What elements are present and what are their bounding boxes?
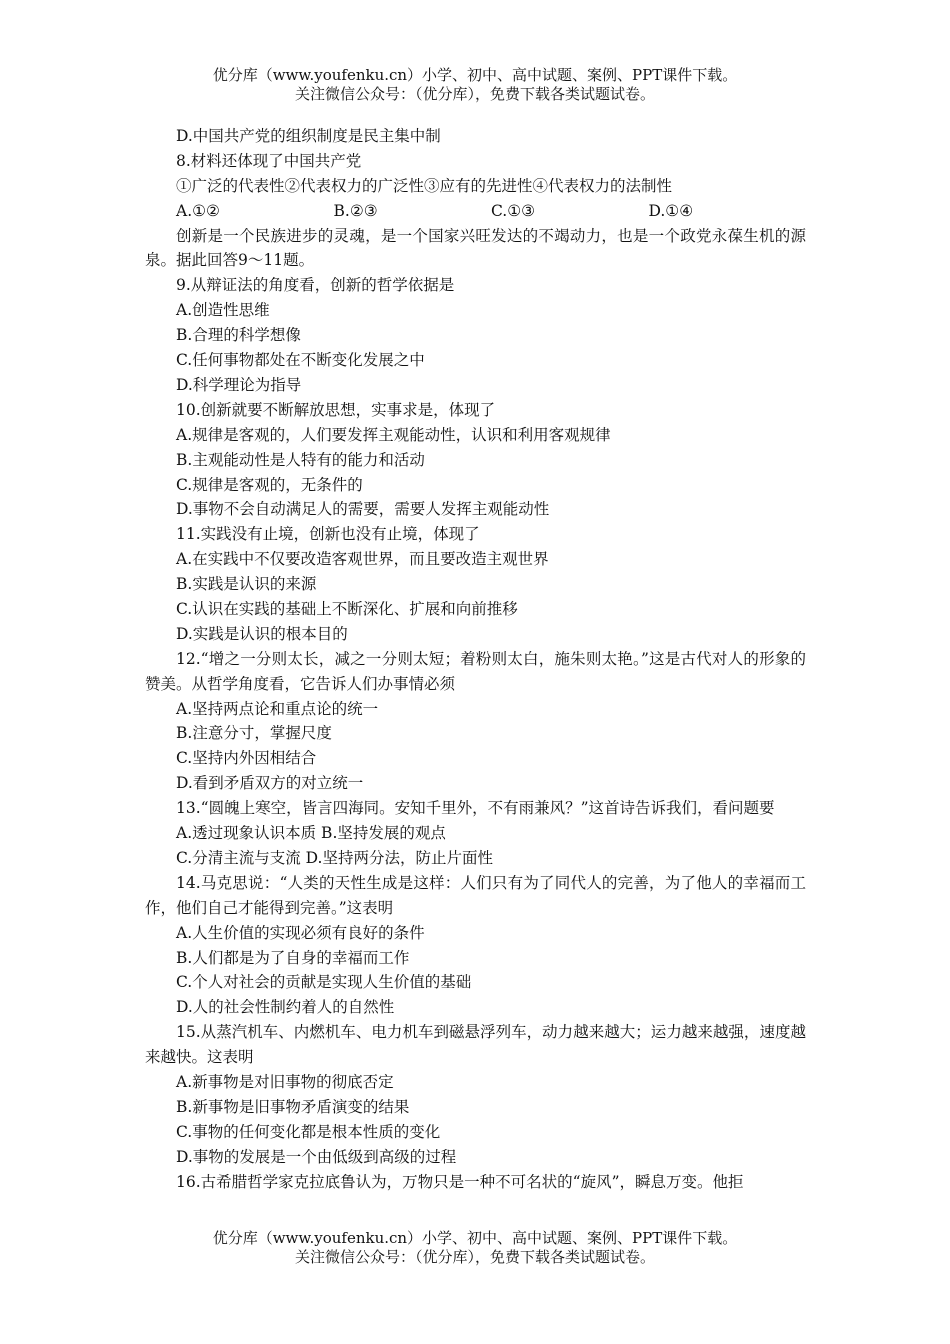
q16-stem: 16.古希腊哲学家克拉底鲁认为，万物只是一种不可名状的“旋风”，瞬息万变。他拒 — [176, 1172, 744, 1191]
page-footer — [0, 1229, 950, 1267]
q12-stem: 12.“增之一分则太长，减之一分则太短；着粉则太白，施朱则太艳。”这是古代对人的形象的赞美。从哲学角度看，它告诉人们办事情必须 — [145, 649, 806, 693]
q15-option-a: A.新事物是对旧事物的彻底否定 — [176, 1072, 394, 1091]
q11-stem: 11.实践没有止境，创新也没有止境，体现了 — [176, 525, 480, 544]
footer-line-2: 关注微信公众号：（优分库），免费下载各类试题试卷。 — [294, 1248, 655, 1266]
q12-option-d: D.看到矛盾双方的对立统一 — [176, 774, 364, 793]
q15-option-b: B.新事物是旧事物矛盾演变的结果 — [176, 1097, 410, 1116]
q12-option-b: B.注意分寸，掌握尺度 — [176, 724, 332, 743]
q14-option-a: A.人生价值的实现必须有良好的条件 — [176, 923, 425, 942]
q8-choice-d: D.①④ — [648, 201, 694, 220]
q9-option-d: D.科学理论为指导 — [176, 375, 302, 394]
header-line-2: 关注微信公众号：（优分库），免费下载各类试题试卷。 — [294, 85, 655, 103]
q14-option-c: C.个人对社会的贡献是实现人生价值的基础 — [176, 973, 472, 992]
q11-option-d: D.实践是认识的根本目的 — [176, 624, 348, 643]
q9-option-a: A.创造性思维 — [176, 301, 270, 320]
q15-option-d: D.事物的发展是一个由低级到高级的过程 — [176, 1147, 457, 1166]
question-body — [145, 124, 806, 1194]
q14-option-b: B.人们都是为了自身的幸福而工作 — [176, 948, 410, 967]
q10-option-c: C.规律是客观的，无条件的 — [176, 475, 363, 494]
q8-choice-a: A.①② — [176, 201, 220, 220]
q8-choices — [145, 199, 806, 224]
q14-stem: 14.马克思说：“人类的天性生成是这样：人们只有为了同代人的完善，为了他人的幸福而工作，他们自己才能得到完善。”这表明 — [145, 873, 806, 917]
q10-stem: 10.创新就要不断解放思想，实事求是，体现了 — [176, 400, 496, 419]
q12-option-a: A.坚持两点论和重点论的统一 — [176, 699, 379, 718]
q11-option-c: C.认识在实践的基础上不断深化、扩展和向前推移 — [176, 599, 518, 618]
q15-option-c: C.事物的任何变化都是根本性质的变化 — [176, 1122, 441, 1141]
q13-stem: 13.“圆魄上寒空，皆言四海同。安知千里外，不有雨兼风？”这首诗告诉我们，看问题要 — [176, 799, 775, 818]
footer-line-1: 优分库（www.youfenku.cn）小学、初中、高中试题、案例、PPT课件下载。 — [212, 1229, 738, 1247]
q7-option-d: D.中国共产党的组织制度是民主集中制 — [176, 127, 441, 145]
page-header — [0, 66, 950, 104]
q13-options-cd: C.分清主流与支流 D.坚持两分法，防止片面性 — [176, 848, 493, 867]
q10-option-d: D.事物不会自动满足人的需要，需要人发挥主观能动性 — [176, 500, 550, 519]
section-intro: 创新是一个民族进步的灵魂，是一个国家兴旺发达的不竭动力，也是一个政党永葆生机的源泉。据此回答9～11题。 — [145, 226, 806, 270]
q10-option-a: A.规律是客观的，人们要发挥主观能动性，认识和利用客观规律 — [176, 425, 611, 444]
q15-stem: 15.从蒸汽机车、内燃机车、电力机车到磁悬浮列车，动力越来越大；运力越来越强，速度越来越快。这表明 — [145, 1023, 806, 1067]
q14-option-d: D.人的社会性制约着人的自然性 — [176, 998, 395, 1017]
q13-options-ab: A.透过现象认识本质 B.坚持发展的观点 — [176, 824, 446, 843]
q12-option-c: C.坚持内外因相结合 — [176, 749, 317, 768]
q9-option-c: C.任何事物都处在不断变化发展之中 — [176, 351, 425, 370]
q8-choice-c: C.①③ — [491, 201, 536, 220]
q9-stem: 9.从辩证法的角度看，创新的哲学依据是 — [176, 276, 455, 295]
header-line-1: 优分库（www.youfenku.cn）小学、初中、高中试题、案例、PPT课件下载。 — [212, 66, 738, 84]
q8-items: ①广泛的代表性②代表权力的广泛性③应有的先进性④代表权力的法制性 — [176, 176, 673, 195]
q8-stem: 8.材料还体现了中国共产党 — [176, 151, 362, 170]
q8-choice-b: B.②③ — [333, 201, 378, 220]
q11-option-b: B.实践是认识的来源 — [176, 575, 317, 594]
q11-option-a: A.在实践中不仅要改造客观世界，而且要改造主观世界 — [176, 550, 549, 569]
q9-option-b: B.合理的科学想像 — [176, 326, 301, 345]
q10-option-b: B.主观能动性是人特有的能力和活动 — [176, 450, 425, 469]
